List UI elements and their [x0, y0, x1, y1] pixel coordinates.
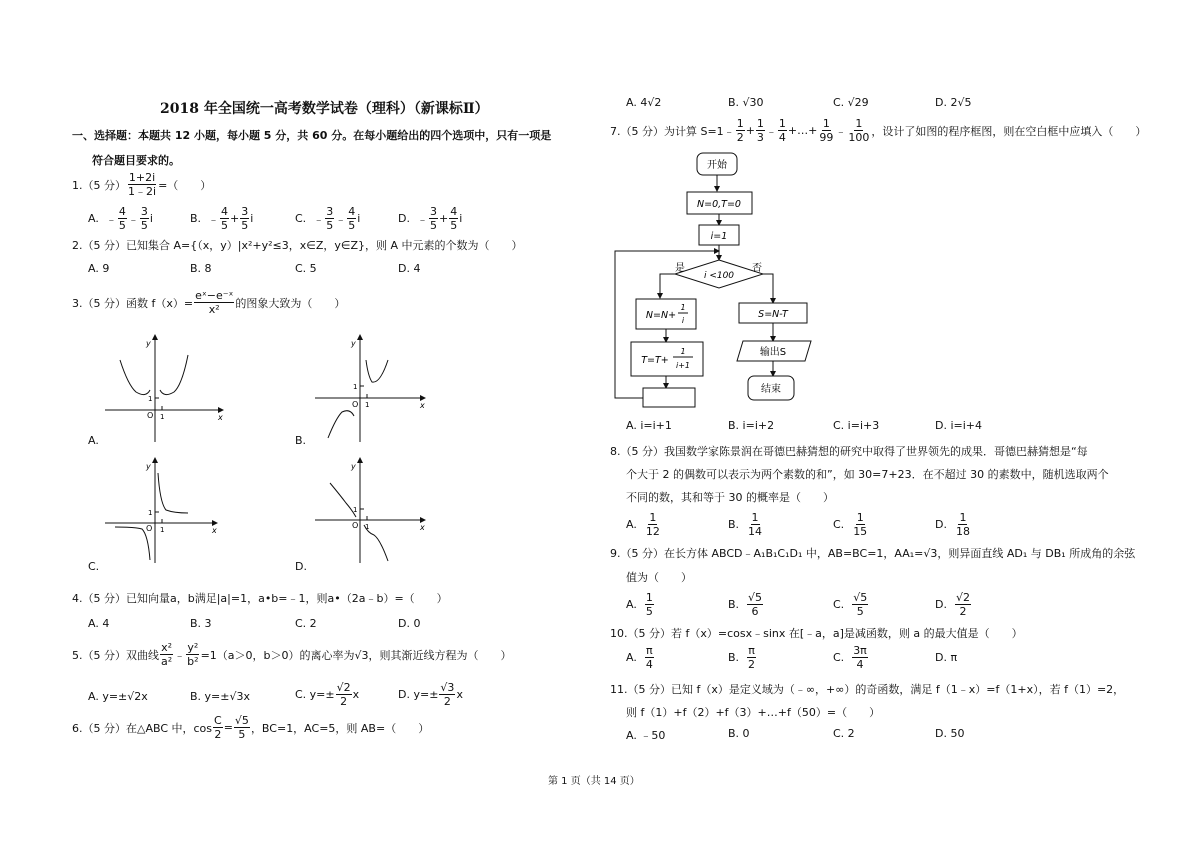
- graph-c-y1: 1: [148, 509, 153, 517]
- q8-b-frac: [747, 512, 763, 537]
- graph-a-origin: O: [147, 411, 154, 420]
- flow-init-text: N=0,T=0: [697, 199, 741, 210]
- q6-option-b: B. √30: [728, 96, 764, 109]
- q8-option-a: [626, 512, 662, 537]
- q7-option-b: B. i=i+2: [728, 419, 775, 432]
- q9-b-frac: [747, 592, 763, 617]
- q8-d-frac: [955, 512, 971, 537]
- q1-b-d2: 5: [241, 219, 249, 232]
- q1-a-label: A.: [88, 212, 99, 225]
- flowchart: [605, 148, 835, 413]
- q2-option-b: B. 8: [190, 262, 212, 275]
- q9-d-d: 2: [959, 605, 967, 618]
- q9-b-d: 6: [751, 605, 759, 618]
- q10-option-c: [833, 645, 869, 670]
- flow-condition-text: i <100: [703, 271, 735, 281]
- q6-n2: √5: [234, 714, 249, 727]
- q1-b-sign: ﹣: [208, 212, 220, 226]
- q7-t4-d: 99: [819, 131, 834, 144]
- graph-b-origin: O: [352, 400, 359, 409]
- q5-option-b: B. y=±√3x: [190, 690, 251, 703]
- q9-option-c: [833, 592, 869, 617]
- q3-suffix: 的图象大致为（ ）: [235, 296, 346, 310]
- q8-option-d: [935, 512, 972, 537]
- q1-c-d1: 5: [326, 219, 334, 232]
- q1-c-f1: [325, 206, 334, 231]
- q1-suffix: =（ ）: [158, 178, 212, 192]
- q1-b-n1: 4: [221, 205, 229, 218]
- q7-t2-d: 3: [756, 131, 764, 144]
- q9-a-n: 1: [645, 591, 653, 604]
- graph-b-x1: 1: [365, 401, 370, 409]
- question-8-line2: 个大于 2 的偶数可以表示为两个素数的和”，如 30=7+23．在不超过 30 的素数中，随机选取两个: [626, 468, 1109, 481]
- q1-b-f1: [220, 206, 229, 231]
- q1-prefix: 1.（5 分）: [72, 178, 126, 192]
- q9-c-n: √5: [853, 591, 868, 604]
- flow-yes: 是: [675, 263, 685, 274]
- question-9: 9.（5 分）在长方体 ABCD﹣A₁B₁C₁D₁ 中，AB=BC=1，AA₁=√3，则异面直线 AD₁ 与 DB₁ 所成角的余弦: [610, 547, 1136, 560]
- q1-d-d1: 5: [429, 219, 437, 232]
- graph-c: [100, 455, 230, 567]
- q6-f2: [234, 715, 250, 740]
- graph-d-label: D.: [295, 560, 307, 573]
- q7-suffix: ，设计了如图的程序框图，则在空白框中应填入（ ）: [871, 124, 1147, 138]
- q9-d-n: √2: [955, 591, 970, 604]
- flow-start-text: 开始: [707, 160, 727, 171]
- q7-t2-op: ﹣: [765, 124, 777, 138]
- q5-f1: [160, 642, 173, 667]
- q5-option-d: [398, 682, 463, 707]
- q1-d-sign: ﹣: [416, 212, 428, 226]
- q10-c-frac: [852, 645, 868, 670]
- q6-d1: 2: [214, 728, 222, 741]
- flow-n-frac-n: 1: [680, 303, 686, 312]
- q5-d-n: √3: [440, 681, 455, 694]
- graph-c-y-label: y: [146, 462, 151, 471]
- q5-d-d: 2: [443, 695, 451, 708]
- q1-option-c: [295, 206, 360, 231]
- question-9-line2: 值为（ ）: [626, 571, 692, 584]
- q8-c-frac: [852, 512, 868, 537]
- question-6: [72, 715, 429, 740]
- q2-option-c: C. 5: [295, 262, 317, 275]
- q10-c-n: 3π: [853, 644, 867, 657]
- q7-t4: [818, 118, 834, 143]
- q8-a-n: 1: [649, 511, 657, 524]
- q8-b-d: 14: [748, 525, 763, 538]
- q6-option-a: A. 4√2: [626, 96, 662, 109]
- question-8: 8.（5 分）我国数学家陈景润在哥德巴赫猜想的研究中取得了世界领先的成果．哥德巴赫猜想是“每: [610, 445, 1088, 458]
- q1-d-i: i: [459, 212, 463, 225]
- q7-t3-op: +…+: [787, 124, 818, 137]
- q1-a-d2: 5: [140, 219, 148, 232]
- q5-prefix: 5.（5 分）双曲线: [72, 648, 159, 662]
- graph-b-label: B.: [295, 434, 307, 447]
- graph-a-x1: 1: [160, 413, 165, 421]
- graph-b: [310, 330, 435, 445]
- q5-suffix: =1（a＞0，b＞0）的离心率为√3，则其渐近线方程为（ ）: [200, 648, 512, 662]
- q7-t2-n: 1: [756, 117, 764, 130]
- graph-a-label: A.: [88, 434, 99, 447]
- q1-a-n1: 4: [118, 205, 126, 218]
- q9-d-label: D.: [935, 598, 947, 611]
- q1-c-d2: 5: [348, 219, 356, 232]
- q8-b-n: 1: [751, 511, 759, 524]
- q8-option-b: [728, 512, 764, 537]
- graph-d-y1: 1: [353, 506, 358, 514]
- q1-d-d2: 5: [450, 219, 458, 232]
- q5-c-n: √2: [336, 681, 351, 694]
- q7-t5-n: 1: [855, 117, 863, 130]
- q10-c-d: 4: [856, 658, 864, 671]
- q7-t1-d: 2: [736, 131, 744, 144]
- q1-b-f2: [240, 206, 249, 231]
- q7-t4-op: ﹣: [835, 124, 847, 138]
- flow-s-calc-text: S=N-T: [758, 309, 788, 320]
- q5-minus: ﹣: [174, 648, 186, 662]
- flow-t-frac-d: i+1: [675, 361, 691, 370]
- q7-t2: [756, 118, 765, 143]
- q5-c-x: x: [352, 688, 360, 701]
- q4-option-b: B. 3: [190, 617, 212, 630]
- q10-b-frac: [747, 645, 756, 670]
- q6-option-d: D. 2√5: [935, 96, 972, 109]
- q1-d-mid: +: [438, 212, 449, 225]
- q6-option-c: C. √29: [833, 96, 869, 109]
- q1-a-f2: [140, 206, 149, 231]
- q9-c-label: C.: [833, 598, 845, 611]
- q7-t4-n: 1: [822, 117, 830, 130]
- q1-c-n2: 4: [348, 205, 356, 218]
- q10-option-b: [728, 645, 757, 670]
- q1-a-mid: ﹣: [127, 212, 139, 226]
- q8-c-label: C.: [833, 518, 845, 531]
- graph-d: [310, 455, 435, 567]
- q11-option-a: A. ﹣50: [626, 729, 666, 742]
- q6-d2: 5: [238, 728, 246, 741]
- q10-b-label: B.: [728, 651, 740, 664]
- graph-d-x1: 1: [365, 523, 370, 531]
- q5-d-label: D. y=±: [398, 688, 439, 701]
- q10-a-n: π: [646, 644, 653, 657]
- graph-b-y-label: y: [351, 339, 356, 348]
- q5-n1: x²: [161, 641, 173, 654]
- q8-option-c: [833, 512, 869, 537]
- q7-option-d: D. i=i+4: [935, 419, 983, 432]
- section-heading: 一、选择题：本题共 12 小题，每小题 5 分，共 60 分。在每小题给出的四个选项中，只有一项是: [72, 129, 552, 142]
- flow-no: 否: [752, 263, 762, 274]
- q8-d-label: D.: [935, 518, 947, 531]
- q5-c-frac: [336, 682, 352, 707]
- graph-c-origin: O: [146, 524, 153, 533]
- q1-a-n2: 3: [140, 205, 148, 218]
- q5-d1: a²: [161, 655, 173, 668]
- q1-a-i: i: [149, 212, 153, 225]
- q5-n2: y²: [187, 641, 199, 654]
- q9-option-a: [626, 592, 655, 617]
- q3-fraction: [194, 290, 234, 315]
- q10-b-d: 2: [748, 658, 756, 671]
- q3-den: x²: [208, 303, 220, 316]
- q6-prefix: 6.（5 分）在△ABC 中，cos: [72, 721, 213, 735]
- q7-option-a: A. i=i+1: [626, 419, 672, 432]
- question-11-line2: 则 f（1）+f（2）+f（3）+…+f（50）=（ ）: [626, 706, 881, 719]
- q1-d-n2: 4: [450, 205, 458, 218]
- q7-t5: [847, 118, 870, 143]
- q8-a-label: A.: [626, 518, 637, 531]
- q9-a-label: A.: [626, 598, 637, 611]
- q1-c-sign: ﹣: [313, 212, 325, 226]
- q6-n1: C: [214, 714, 222, 727]
- flow-n-frac-d: i: [681, 316, 685, 325]
- page-title: 2018 年全国统一高考数学试卷（理科）（新课标Ⅱ）: [160, 101, 489, 117]
- q1-a-f1: [118, 206, 127, 231]
- question-1: [72, 172, 211, 197]
- flow-end-text: 结束: [761, 384, 781, 395]
- graph-b-x-label: x: [420, 401, 425, 410]
- q8-b-label: B.: [728, 518, 740, 531]
- q1-c-f2: [347, 206, 356, 231]
- q5-d-x: x: [456, 688, 463, 701]
- q5-f2: [186, 642, 199, 667]
- q4-option-d: D. 0: [398, 617, 421, 630]
- q1-option-a: [88, 206, 153, 231]
- graph-c-x-label: x: [212, 526, 217, 535]
- q9-a-d: 5: [645, 605, 653, 618]
- section-heading-cont: 符合题目要求的。: [92, 154, 180, 167]
- q8-d-n: 1: [959, 511, 967, 524]
- q1-c-n1: 3: [326, 205, 334, 218]
- q4-option-a: A. 4: [88, 617, 110, 630]
- q7-t3-d: 4: [778, 131, 786, 144]
- flow-t-frac-n: 1: [680, 347, 686, 356]
- flow-t-update-text: T=T+: [641, 355, 669, 366]
- q1-d-label: D.: [398, 212, 410, 225]
- q10-c-label: C.: [833, 651, 845, 664]
- q7-t1-n: 1: [736, 117, 744, 130]
- question-10: 10.（5 分）若 f（x）=cosx﹣sinx 在[﹣a，a]是减函数，则 a 的最大值是（ ）: [610, 627, 1023, 640]
- q9-b-n: √5: [748, 591, 763, 604]
- q3-num: eˣ−e⁻ˣ: [195, 289, 234, 302]
- q8-a-d: 12: [645, 525, 660, 538]
- graph-d-x-label: x: [420, 523, 425, 532]
- q3-prefix: 3.（5 分）函数 f（x）=: [72, 296, 194, 310]
- q5-d2: b²: [187, 655, 199, 668]
- q5-c-d: 2: [340, 695, 348, 708]
- graph-c-x1: 1: [160, 526, 165, 534]
- q9-b-label: B.: [728, 598, 740, 611]
- q1-c-i: i: [357, 212, 361, 225]
- q9-d-frac: [955, 592, 971, 617]
- question-3: [72, 290, 345, 315]
- flow-i1-text: i=1: [710, 231, 728, 242]
- q10-a-d: 4: [645, 658, 653, 671]
- q5-d-frac: [439, 682, 455, 707]
- q10-a-frac: [645, 645, 654, 670]
- q1-fraction: [127, 172, 157, 197]
- q11-option-b: B. 0: [728, 727, 750, 740]
- graph-a-x-label: x: [218, 413, 223, 422]
- q8-c-d: 15: [853, 525, 868, 538]
- question-2: 2.（5 分）已知集合 A={（x，y）|x²+y²≤3，x∈Z，y∈Z}，则 A 中元素的个数为（ ）: [72, 239, 523, 252]
- flow-output-text: 输出S: [759, 347, 787, 358]
- page-footer: 第 1 页（共 14 页）: [548, 776, 640, 787]
- q9-c-frac: [852, 592, 868, 617]
- q7-prefix: 7.（5 分）为计算 S=1﹣: [610, 124, 735, 138]
- q10-option-a: [626, 645, 655, 670]
- question-7: [610, 118, 1146, 143]
- q8-d-d: 18: [955, 525, 970, 538]
- q6-f1: [213, 715, 223, 740]
- q7-t1-op: +: [745, 124, 755, 137]
- q9-a-frac: [645, 592, 654, 617]
- q5-option-a: A. y=±√2x: [88, 690, 148, 703]
- q11-option-d: D. 50: [935, 727, 965, 740]
- q11-option-c: C. 2: [833, 727, 855, 740]
- graph-a-y-label: y: [146, 339, 151, 348]
- q7-t5-d: 100: [848, 131, 870, 144]
- q1-option-b: [190, 206, 253, 231]
- graph-b-y1: 1: [353, 383, 358, 391]
- q5-option-c: [295, 682, 359, 707]
- q7-t1: [736, 118, 745, 143]
- q1-d-f2: [449, 206, 458, 231]
- q7-t3: [778, 118, 787, 143]
- q1-c-label: C.: [295, 212, 307, 225]
- graph-c-label: C.: [88, 560, 100, 573]
- q6-eq: =: [223, 721, 233, 734]
- q1-num: 1+2i: [128, 171, 156, 184]
- q2-option-d: D. 4: [398, 262, 421, 275]
- q1-b-label: B.: [190, 212, 202, 225]
- q5-c-label: C. y=±: [295, 688, 335, 701]
- q10-option-d: D. π: [935, 651, 958, 664]
- q9-option-d: [935, 592, 972, 617]
- q1-c-mid: ﹣: [335, 212, 347, 226]
- graph-d-origin: O: [352, 521, 359, 530]
- flow-n-update-text: N=N+: [645, 310, 677, 321]
- q4-option-c: C. 2: [295, 617, 317, 630]
- q1-b-i: i: [250, 212, 254, 225]
- q8-c-n: 1: [856, 511, 864, 524]
- q7-t3-n: 1: [778, 117, 786, 130]
- q1-option-d: [398, 206, 462, 231]
- q7-option-c: C. i=i+3: [833, 419, 880, 432]
- q1-d-n1: 3: [429, 205, 437, 218]
- q1-a-d1: 5: [118, 219, 126, 232]
- q1-d-f1: [429, 206, 438, 231]
- q1-b-d1: 5: [221, 219, 229, 232]
- graph-d-y-label: y: [351, 462, 356, 471]
- q10-a-label: A.: [626, 651, 637, 664]
- flow-blank-box: [643, 388, 695, 407]
- graph-a: [100, 330, 230, 445]
- q1-b-mid: +: [230, 212, 240, 225]
- q1-a-sign: ﹣: [105, 212, 117, 226]
- q8-a-frac: [645, 512, 661, 537]
- q1-den: 1﹣2i: [128, 185, 157, 198]
- question-4: 4.（5 分）已知向量a，b满足|a|=1，a•b=﹣1，则a•（2a﹣b）=（ ）: [72, 592, 448, 605]
- graph-a-y1: 1: [148, 395, 153, 403]
- q10-b-n: π: [748, 644, 755, 657]
- q6-suffix: ，BC=1，AC=5，则 AB=（ ）: [250, 721, 430, 735]
- q2-option-a: A. 9: [88, 262, 110, 275]
- question-5: [72, 642, 512, 667]
- q1-b-n2: 3: [241, 205, 249, 218]
- question-11: 11.（5 分）已知 f（x）是定义域为（﹣∞，+∞）的奇函数，满足 f（1﹣x）=f（1+x），若 f（1）=2，: [610, 683, 1125, 696]
- q9-c-d: 5: [856, 605, 864, 618]
- q9-option-b: [728, 592, 764, 617]
- question-8-line3: 不同的数，其和等于 30 的概率是（ ）: [626, 491, 834, 504]
